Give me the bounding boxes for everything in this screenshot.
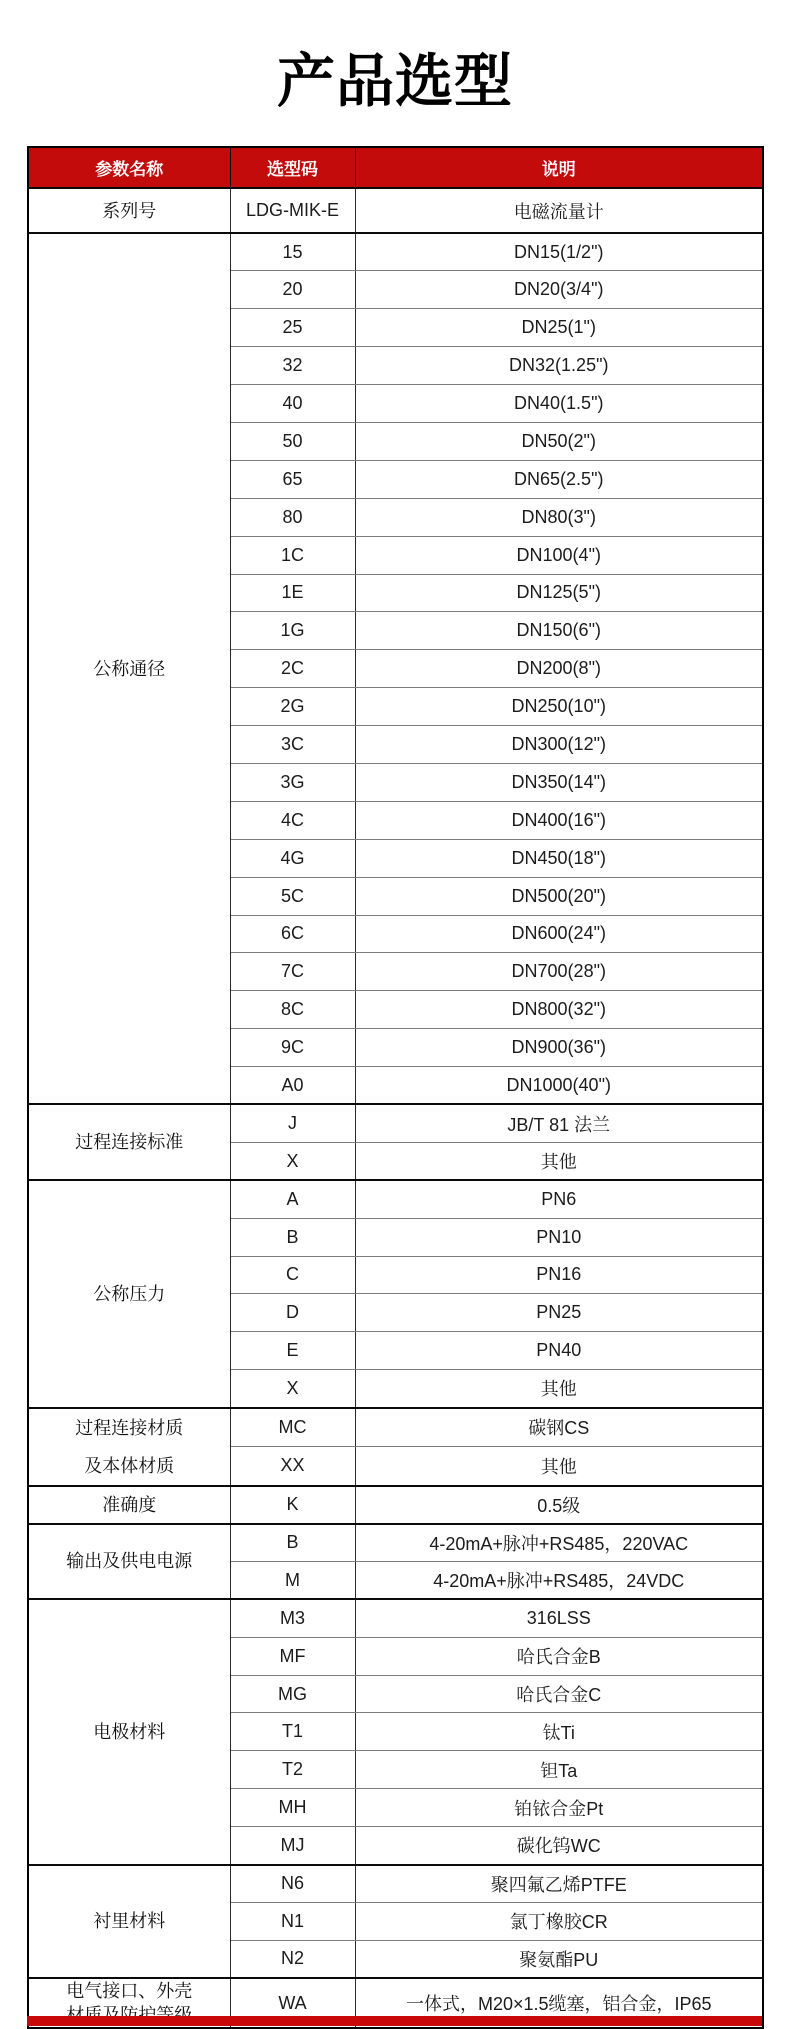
code-cell: 3C [230, 726, 355, 764]
code-cell: 1C [230, 536, 355, 574]
code-cell: 1G [230, 612, 355, 650]
desc-cell: 钽Ta [355, 1751, 763, 1789]
param-cell: 准确度 [28, 1486, 230, 1524]
param-cell: 公称压力 [28, 1180, 230, 1407]
table-row [28, 233, 763, 271]
code-cell: 1E [230, 574, 355, 612]
param-cell: 衬里材料 [28, 1865, 230, 1979]
desc-cell: 电磁流量计 [355, 188, 763, 233]
table-header-row [28, 147, 763, 188]
desc-cell: 316LSS [355, 1599, 763, 1637]
desc-cell: DN125(5") [355, 574, 763, 612]
desc-cell: 其他 [355, 1447, 763, 1486]
code-cell: 25 [230, 309, 355, 347]
code-cell: 20 [230, 271, 355, 309]
desc-cell: PN40 [355, 1332, 763, 1370]
desc-cell: 哈氏合金B [355, 1637, 763, 1675]
code-cell: 3G [230, 763, 355, 801]
desc-cell: 4-20mA+脉冲+RS485，220VAC [355, 1524, 763, 1562]
code-cell: K [230, 1486, 355, 1524]
param-cell: 公称通径 [28, 233, 230, 1104]
code-cell: 5C [230, 877, 355, 915]
header-description: 说明 [355, 147, 763, 188]
product-selection-table [27, 146, 764, 2029]
desc-cell: DN25(1") [355, 309, 763, 347]
code-cell: MH [230, 1789, 355, 1827]
code-cell: B [230, 1218, 355, 1256]
desc-cell: 其他 [355, 1142, 763, 1180]
desc-cell: DN300(12") [355, 726, 763, 764]
desc-cell: DN150(6") [355, 612, 763, 650]
table-row [28, 1486, 763, 1524]
desc-cell: DN700(28") [355, 953, 763, 991]
desc-cell: 钛Ti [355, 1713, 763, 1751]
page-title: 产品选型 [276, 49, 513, 114]
desc-cell: DN32(1.25") [355, 347, 763, 385]
code-cell: 15 [230, 233, 355, 271]
code-cell: N6 [230, 1865, 355, 1903]
table-row [28, 1408, 763, 1447]
desc-cell: DN80(3") [355, 498, 763, 536]
table-row [28, 188, 763, 233]
table-row [28, 1865, 763, 1903]
desc-cell: 4-20mA+脉冲+RS485，24VDC [355, 1561, 763, 1599]
table-row [28, 1180, 763, 1218]
code-cell: A0 [230, 1067, 355, 1105]
code-cell: T2 [230, 1751, 355, 1789]
desc-cell: 碳化钨WC [355, 1827, 763, 1865]
code-cell: X [230, 1142, 355, 1180]
desc-cell: PN25 [355, 1294, 763, 1332]
code-cell: N2 [230, 1940, 355, 1978]
desc-cell: DN500(20") [355, 877, 763, 915]
desc-cell: 其他 [355, 1370, 763, 1408]
code-cell: J [230, 1104, 355, 1142]
code-cell: M3 [230, 1599, 355, 1637]
desc-cell: PN10 [355, 1218, 763, 1256]
desc-cell: 聚氨酯PU [355, 1940, 763, 1978]
code-cell: 4G [230, 839, 355, 877]
header-selection-code: 选型码 [230, 147, 355, 188]
code-cell: MC [230, 1408, 355, 1447]
code-cell: 50 [230, 422, 355, 460]
code-cell: T1 [230, 1713, 355, 1751]
desc-cell: DN50(2") [355, 422, 763, 460]
desc-cell: DN350(14") [355, 763, 763, 801]
code-cell: B [230, 1524, 355, 1562]
table-row [28, 1104, 763, 1142]
desc-cell: 聚四氟乙烯PTFE [355, 1865, 763, 1903]
code-cell: MJ [230, 1827, 355, 1865]
desc-cell: DN250(10") [355, 688, 763, 726]
code-cell: MF [230, 1637, 355, 1675]
desc-cell: DN450(18") [355, 839, 763, 877]
code-cell: 32 [230, 347, 355, 385]
code-cell: M [230, 1561, 355, 1599]
code-cell: 8C [230, 991, 355, 1029]
desc-cell: DN40(1.5") [355, 385, 763, 423]
desc-cell: DN20(3/4") [355, 271, 763, 309]
desc-cell: DN600(24") [355, 915, 763, 953]
code-cell: X [230, 1370, 355, 1408]
desc-cell: 铂铱合金Pt [355, 1789, 763, 1827]
param-cell: 输出及供电电源 [28, 1524, 230, 1600]
desc-cell: DN800(32") [355, 991, 763, 1029]
desc-cell: DN65(2.5") [355, 460, 763, 498]
code-cell: 2G [230, 688, 355, 726]
code-cell: 7C [230, 953, 355, 991]
code-cell: D [230, 1294, 355, 1332]
desc-cell: 碳钢CS [355, 1408, 763, 1447]
desc-cell: DN100(4") [355, 536, 763, 574]
code-cell: XX [230, 1447, 355, 1486]
header-param-name: 参数名称 [28, 147, 230, 188]
desc-cell: DN1000(40") [355, 1067, 763, 1105]
code-cell: E [230, 1332, 355, 1370]
code-cell: 80 [230, 498, 355, 536]
desc-cell: DN900(36") [355, 1029, 763, 1067]
code-cell: 2C [230, 650, 355, 688]
code-cell: 65 [230, 460, 355, 498]
param-cell: 电气接口、外壳 [28, 1978, 230, 2028]
code-cell: MG [230, 1675, 355, 1713]
desc-cell: 一体式，M20×1.5缆塞，铝合金，IP65 [355, 1978, 763, 2028]
code-cell: 40 [230, 385, 355, 423]
code-cell: N1 [230, 1902, 355, 1940]
next-section-banner [27, 2016, 762, 2026]
desc-cell: PN16 [355, 1256, 763, 1294]
code-cell: 4C [230, 801, 355, 839]
desc-cell: DN15(1/2") [355, 233, 763, 271]
desc-cell: 0.5级 [355, 1486, 763, 1524]
desc-cell: 氯丁橡胶CR [355, 1902, 763, 1940]
param-cell: 电极材料 [28, 1599, 230, 1864]
param-cell: 系列号 [28, 188, 230, 233]
desc-cell: DN400(16") [355, 801, 763, 839]
code-cell: 6C [230, 915, 355, 953]
param-cell: 过程连接材质 及本体材质 [28, 1408, 230, 1486]
table-row [28, 1599, 763, 1637]
table-row [28, 1524, 763, 1562]
desc-cell: 哈氏合金C [355, 1675, 763, 1713]
desc-cell: PN6 [355, 1180, 763, 1218]
code-cell: LDG-MIK-E [230, 188, 355, 233]
code-cell: WA [230, 1978, 355, 2028]
code-cell: A [230, 1180, 355, 1218]
code-cell: C [230, 1256, 355, 1294]
desc-cell: JB/T 81 法兰 [355, 1104, 763, 1142]
desc-cell: DN200(8") [355, 650, 763, 688]
param-cell: 过程连接标准 [28, 1104, 230, 1180]
code-cell: 9C [230, 1029, 355, 1067]
